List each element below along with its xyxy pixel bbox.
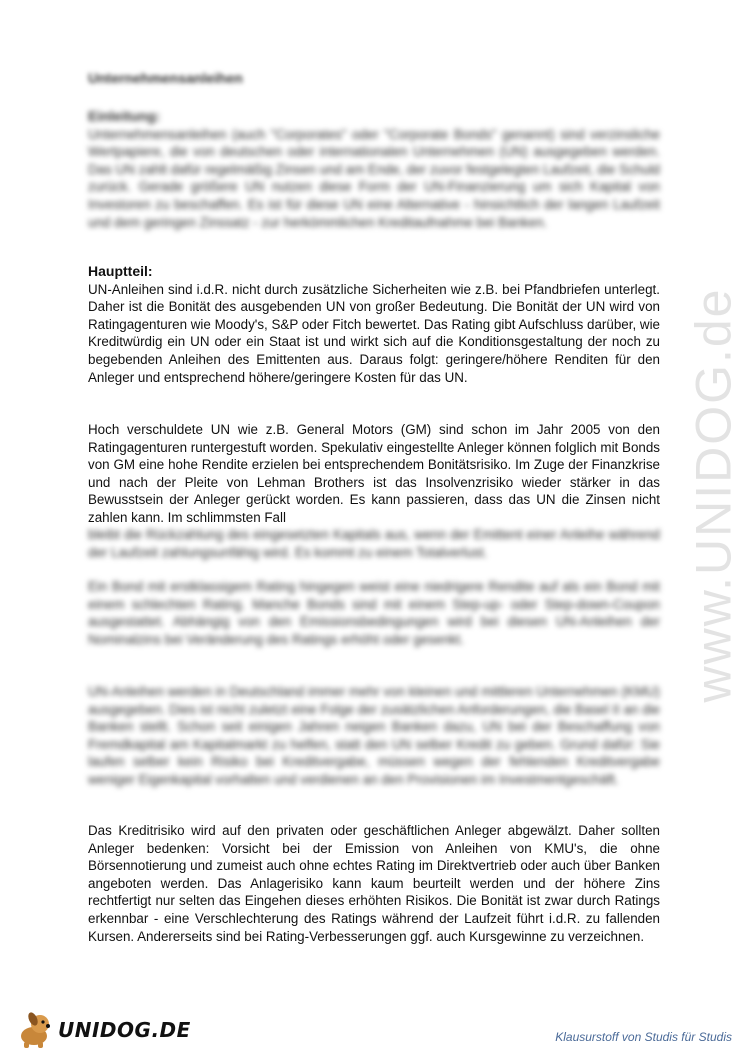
main-paragraph-4: UN-Anleihen werden in Deutschland immer mehr von kleinen und mittleren Unternehmen (KMU) ausgegeben. Dies ist nicht zuletzt eine Folge der zusätzlichen Anforderungen, die Basel II an die Banken stellt. Schon seit einigen Jahren neigen Banken dazu, UN bei der Beschaffung von Fremdkapital am Kapitalmarkt zu helfen, statt den UN selber Kredit zu geben. Grund dafür: Sie laufen selber kein Risiko bei Kreditvergabe, müssen wegen der fehlenden Kreditvergabe weniger Eigenkapital vorhalten und verdienen an den Provisionen im Investmentgeschäft. [88,684,660,787]
logo-text: UNIDOG.DE [58,1018,191,1042]
main-paragraph-2-continued: bleibt die Rückzahlung des eingesetzten Kapitals aus, wenn der Emittent einer Anleihe während der Laufzeit zahlungsunfähig wird. Es kommt zu einem Totalverlust. [88,527,660,560]
main-paragraph-2: Hoch verschuldete UN wie z.B. General Motors (GM) sind schon im Jahr 2005 von den Ratingagenturen runtergestuft worden. Spekulativ eingestellte Anleger können folglich mit Bonds von GM eine hohe Rendite erzielen bei entsprechendem Bonitätsrisiko. Im Zuge der Finanzkrise und nach der Pleite von Lehman Brothers ist das Insolvenzrisiko wieder stärker in das Bewusstsein der Anleger gerückt worden. Es kann passieren, dass das UN die Zinsen nicht zahlen kann. Im schlimmsten Fall [88,422,660,525]
main-paragraph-3: Ein Bond mit erstklassigem Rating hingegen weist eine niedrigere Rendite auf als ein Bond mit einem schlechten Rating. Manche Bonds sind mit einem Step-up- oder Step-down-Coupon ausgestattet. Abhängig von den Emissionsbedingungen wird bei diesen UN-Anleihen der Nominalzins bei Veränderung des Ratings erhöht oder gesenkt. [88,579,660,647]
intro-section [88,108,660,231]
main-heading: Hauptteil: [88,263,153,279]
main-paragraph-5: Das Kreditrisiko wird auf den privaten oder geschäftlichen Anleger abgewälzt. Daher sollten Anleger bedenken: Vorsicht bei der Emission von Anleihen von KMU's, die ohne Börsennotierung und zumeist auch ohne echtes Rating im Direktvertrieb oder auch über Banken angeboten werden. Das Anlagerisiko kann kaum beurteilt werden und der höhere Zins rechtfertigt nur selten das Eingehen dieses erhöhten Risikos. Die Bonität ist zwar durch Ratings erkennbar - eine Verschlechterung des Ratings während der Laufzeit führt i.d.R. zu fallenden Kursen. Andererseits sind bei Rating-Verbesserungen ggf. auch Kursgewinne zu verzeichnen. [88,823,660,944]
main-paragraph-1: UN-Anleihen sind i.d.R. nicht durch zusätzliche Sicherheiten wie z.B. bei Pfandbriefen unterlegt. Daher ist die Bonität des ausgebenden UN von großer Bedeutung. Die Bonität der UN wird von Ratingagenturen wie Moody's, S&P oder Fitch bewertet. Das Rating gibt Aufschluss darüber, wie Kreditwürdig ein UN oder ein Staat ist und wirkt sich auf die Konditionsgestaltung der noch zu begebenden Anleihen des Emittenten aus. Daraus folgt: geringere/höhere Renditen für den Anleger und entsprechend höhere/geringere Kosten für das UN. [88,281,660,385]
document-title: Unternehmensanleihen [88,70,243,86]
unidog-logo[interactable] [14,1010,191,1050]
dog-icon [14,1010,58,1050]
footer-slogan: Klausurstoff von Studis für Studis [555,1030,732,1044]
watermark: www.UNIDOG.de [685,287,741,703]
intro-heading: Einleitung: [88,108,161,124]
main-section [88,263,660,386]
intro-text: Unternehmensanleihen (auch "Corporates" oder "Corporate Bonds" genannt) sind verzinsliche Wertpapiere, die von deutschen oder internationalen Unternehmen (UN) ausgegeben werden. Das UN zahlt dafür regelmäßig Zinsen und am Ende, der zuvor festgelegten Laufzeit, die Schuld zurück. Gerade größere UN nutzen diese Form der UN-Finanzierung um sich Kapital von Investoren zu beschaffen. Es ist für diese UN eine Alternative - hinsichtlich der langen Laufzeit und dem geringen Zinssatz - zur herkömmlichen Kreditaufnahme bei Banken. [88,126,660,230]
